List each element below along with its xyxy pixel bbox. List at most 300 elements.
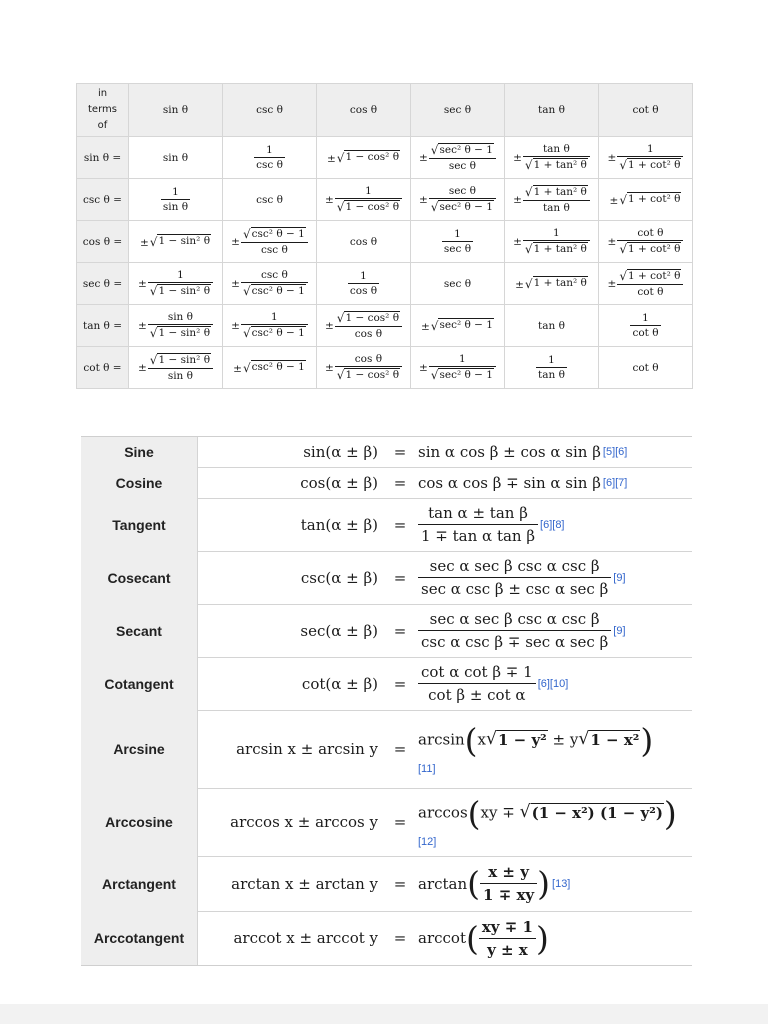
radical bbox=[337, 150, 400, 164]
plus-minus: ± bbox=[324, 361, 334, 374]
radicand: sec² θ − 1 bbox=[439, 143, 493, 156]
radicand: 1 + cot² θ bbox=[628, 193, 681, 206]
numerator bbox=[148, 353, 213, 369]
radicand: 1 + cot² θ bbox=[628, 269, 681, 282]
rhs-expression: sin α cos β ± cos α sin β bbox=[418, 443, 601, 461]
left-paren: ( bbox=[467, 793, 481, 833]
identity-lhs: sin(α ± β) bbox=[303, 443, 378, 461]
denominator: 1 ∓ tan α tan β bbox=[421, 527, 536, 545]
function-name: arccos bbox=[418, 803, 468, 821]
denominator bbox=[617, 157, 683, 172]
radical bbox=[431, 318, 494, 332]
identity-row-sine bbox=[81, 437, 692, 468]
identity-lhs: cos(α ± β) bbox=[300, 473, 378, 492]
fraction bbox=[148, 353, 213, 382]
identity-rhs bbox=[418, 856, 692, 911]
row-header-cos: cos θ = bbox=[77, 221, 129, 263]
identity-lhs: arcsin x ± arcsin y bbox=[236, 740, 378, 758]
equals-sign: = bbox=[393, 473, 407, 492]
table-row bbox=[77, 179, 693, 221]
identity-rhs bbox=[418, 604, 692, 657]
fraction bbox=[442, 228, 473, 255]
citation-link[interactable]: [6][10] bbox=[537, 677, 569, 690]
cell bbox=[411, 263, 505, 305]
sqrt-icon: √ bbox=[149, 234, 158, 249]
identity-row-cotangent bbox=[81, 657, 692, 711]
plus-minus: ± bbox=[607, 277, 617, 290]
fraction bbox=[148, 269, 213, 298]
numerator: 1 bbox=[429, 353, 496, 367]
identity-row-arctangent bbox=[81, 856, 692, 912]
radical bbox=[243, 360, 306, 374]
equals-sign: = bbox=[393, 874, 407, 893]
denominator: y ± x bbox=[487, 940, 528, 959]
numerator: sin θ bbox=[148, 311, 213, 325]
identity-row-secant bbox=[81, 604, 692, 658]
citation-link[interactable]: [9] bbox=[613, 624, 626, 637]
radicand: 1 + cot² θ bbox=[628, 158, 681, 171]
fraction bbox=[479, 918, 536, 959]
sqrt-icon: √ bbox=[242, 360, 251, 375]
identity-row-arcsine bbox=[81, 710, 692, 789]
radicand: sec² θ − 1 bbox=[439, 319, 493, 332]
cell-text: tan θ bbox=[538, 319, 565, 332]
cell bbox=[599, 137, 693, 179]
denominator: 1 ∓ xy bbox=[483, 886, 535, 904]
sqrt-icon: √ bbox=[619, 269, 628, 284]
cell-text: csc θ bbox=[256, 193, 283, 206]
sqrt-icon: √ bbox=[336, 200, 345, 215]
identity-row-arccosine bbox=[81, 788, 692, 857]
denominator: tan θ bbox=[542, 202, 570, 215]
row-header-cot: cot θ = bbox=[77, 347, 129, 389]
plus-minus: ± bbox=[139, 236, 149, 249]
numerator: 1 bbox=[241, 311, 308, 325]
plus-minus: ± bbox=[233, 362, 242, 375]
cell bbox=[317, 263, 411, 305]
numerator: 1 bbox=[148, 269, 213, 283]
denominator: sec α csc β ± csc α sec β bbox=[421, 580, 609, 598]
citation-link[interactable]: [6][7] bbox=[602, 476, 628, 489]
numerator: sec α sec β csc α csc β bbox=[418, 610, 611, 631]
equals-sign: = bbox=[393, 813, 407, 831]
denominator: sin θ bbox=[167, 370, 193, 383]
plus-minus: ± bbox=[515, 278, 524, 291]
cell bbox=[599, 179, 693, 221]
numerator: cos θ bbox=[335, 353, 402, 367]
cell bbox=[317, 347, 411, 389]
plus-minus: ± bbox=[418, 151, 428, 164]
denominator: tan θ bbox=[538, 369, 565, 381]
sqrt-icon: √ bbox=[149, 326, 158, 341]
col-header-sec: sec θ bbox=[411, 84, 505, 137]
numerator bbox=[241, 227, 308, 243]
identity-row-cosine bbox=[81, 467, 692, 499]
identity-name: Cosine bbox=[81, 467, 198, 498]
cell bbox=[599, 305, 693, 347]
plus-minus: ± bbox=[324, 193, 334, 206]
fraction bbox=[536, 354, 567, 381]
plus-minus: ± bbox=[513, 151, 522, 164]
radicand: 1 + tan² θ bbox=[533, 242, 587, 255]
sqrt-icon: √ bbox=[524, 242, 533, 257]
radicand: 1 − sin² θ bbox=[158, 353, 211, 366]
col-header-cos: cos θ bbox=[317, 84, 411, 137]
sqrt-icon: √ bbox=[430, 200, 439, 215]
radicand: csc² θ − 1 bbox=[251, 284, 305, 297]
equals-sign: = bbox=[393, 740, 407, 758]
identity-lhs: arctan x ± arctan y bbox=[231, 874, 378, 893]
radicand: 1 − cos² θ bbox=[345, 151, 400, 164]
radicand: 1 − sin² θ bbox=[158, 284, 211, 297]
cell bbox=[505, 179, 599, 221]
sqrt-icon: √ bbox=[336, 150, 345, 165]
radical bbox=[578, 730, 640, 749]
fraction bbox=[480, 863, 537, 904]
radicand: 1 − cos² θ bbox=[345, 368, 400, 381]
radical bbox=[619, 192, 681, 206]
radical bbox=[150, 234, 211, 248]
numerator bbox=[617, 269, 683, 285]
fraction bbox=[418, 663, 536, 704]
sqrt-icon: √ bbox=[149, 353, 158, 368]
cell-text: sec θ bbox=[443, 277, 472, 290]
numerator: cot θ bbox=[617, 227, 683, 241]
citation-link[interactable]: [13] bbox=[552, 877, 571, 890]
denominator: cot θ bbox=[632, 327, 659, 339]
denominator bbox=[241, 283, 308, 298]
equals-sign: = bbox=[393, 929, 407, 947]
numerator: 1 bbox=[536, 354, 567, 368]
page-bottom-strip bbox=[0, 1004, 768, 1024]
left-paren: ( bbox=[467, 864, 481, 903]
cell bbox=[411, 179, 505, 221]
rhs-block bbox=[418, 720, 654, 775]
rhs-block bbox=[418, 793, 677, 848]
numerator: 1 bbox=[335, 185, 402, 199]
equals-sign: = bbox=[393, 515, 407, 534]
cell bbox=[505, 137, 599, 179]
radicand: 1 − y² bbox=[498, 730, 547, 749]
denominator bbox=[241, 325, 308, 340]
cell bbox=[317, 221, 411, 263]
plus-minus: ± bbox=[324, 319, 334, 332]
denominator: sec θ bbox=[443, 243, 472, 255]
denominator bbox=[148, 283, 213, 298]
citation-link[interactable]: [6][8] bbox=[540, 518, 565, 531]
identity-rhs bbox=[418, 657, 692, 710]
row-header-csc: csc θ = bbox=[77, 179, 129, 221]
left-paren: ( bbox=[465, 918, 479, 958]
term-a: x bbox=[477, 730, 487, 748]
radicand: 1 − cos² θ bbox=[345, 311, 400, 324]
table-row bbox=[77, 263, 693, 305]
col-header-cot: cot θ bbox=[599, 84, 693, 137]
cell bbox=[411, 137, 505, 179]
numerator: tan θ bbox=[523, 143, 590, 157]
radicand: 1 − sin² θ bbox=[158, 326, 211, 339]
col-header-tan: tan θ bbox=[505, 84, 599, 137]
sqrt-icon: √ bbox=[242, 284, 251, 299]
denominator bbox=[523, 157, 590, 172]
fraction bbox=[523, 143, 590, 172]
plus-minus: ± bbox=[231, 277, 240, 290]
function-name: arctan bbox=[418, 874, 468, 893]
cell bbox=[129, 305, 223, 347]
cell bbox=[317, 305, 411, 347]
identity-row-arccotangent bbox=[81, 911, 692, 965]
cell bbox=[411, 347, 505, 389]
sqrt-icon: √ bbox=[524, 276, 533, 291]
rhs-expression: cos α cos β ∓ sin α sin β bbox=[418, 473, 601, 492]
right-paren: ) bbox=[663, 793, 677, 833]
fraction bbox=[429, 185, 496, 214]
identity-row-cosecant bbox=[81, 551, 692, 605]
identity-lhs: arccos x ± arccos y bbox=[230, 813, 378, 831]
identity-rhs bbox=[418, 467, 692, 498]
identity-lhs: cot(α ± β) bbox=[301, 674, 378, 693]
plus-minus: ± bbox=[607, 151, 617, 164]
cell bbox=[129, 221, 223, 263]
radicand: 1 − cos² θ bbox=[345, 200, 400, 213]
numerator: 1 bbox=[348, 270, 379, 284]
sqrt-icon: √ bbox=[524, 185, 533, 200]
radicand: (1 − x²) (1 − y²) bbox=[531, 803, 663, 822]
numerator: 1 bbox=[617, 143, 683, 157]
angle-sum-identities-table bbox=[81, 436, 692, 966]
identity-rhs bbox=[418, 498, 692, 551]
fraction bbox=[348, 270, 379, 297]
cell bbox=[599, 347, 693, 389]
cell bbox=[129, 347, 223, 389]
radical bbox=[520, 803, 664, 822]
identity-rhs bbox=[418, 710, 692, 788]
identity-name: Arccotangent bbox=[81, 911, 198, 965]
sqrt-icon: √ bbox=[524, 158, 533, 173]
radicand: 1 − sin² θ bbox=[158, 235, 211, 248]
cell bbox=[223, 347, 317, 389]
fraction bbox=[429, 353, 496, 382]
citation-link[interactable]: [11] bbox=[418, 762, 436, 775]
plus-minus: ± bbox=[418, 361, 428, 374]
identity-name: Tangent bbox=[81, 498, 198, 551]
citation-link[interactable]: [9] bbox=[613, 571, 626, 584]
row-header-tan: tan θ = bbox=[77, 305, 129, 347]
fraction bbox=[617, 143, 683, 172]
sqrt-icon: √ bbox=[619, 242, 628, 257]
plus-minus: ± bbox=[137, 319, 147, 332]
plus-minus: ± bbox=[513, 235, 522, 248]
cell bbox=[223, 221, 317, 263]
numerator: 1 bbox=[254, 144, 285, 158]
denominator: sec θ bbox=[448, 160, 476, 173]
numerator: sec α sec β csc α csc β bbox=[418, 557, 611, 578]
identity-rhs bbox=[418, 437, 692, 467]
cell bbox=[411, 305, 505, 347]
identity-name: Secant bbox=[81, 604, 198, 657]
fraction bbox=[630, 312, 660, 339]
numerator: cot α cot β ∓ 1 bbox=[418, 663, 536, 684]
numerator bbox=[523, 185, 590, 201]
plus-minus: ± bbox=[137, 277, 147, 290]
identity-rhs bbox=[418, 551, 692, 604]
plus-minus: ± bbox=[607, 235, 617, 248]
identity-name: Cosecant bbox=[81, 551, 198, 604]
numerator bbox=[429, 143, 496, 159]
numerator: csc θ bbox=[241, 269, 308, 283]
cell bbox=[599, 263, 693, 305]
radicand: 1 + tan² θ bbox=[533, 185, 587, 198]
equals-sign: = bbox=[393, 443, 407, 461]
cell bbox=[223, 305, 317, 347]
term-b: y bbox=[569, 730, 579, 748]
numerator: sec θ bbox=[429, 185, 496, 199]
right-paren: ) bbox=[640, 720, 654, 760]
sqrt-icon: √ bbox=[519, 802, 531, 822]
table-row bbox=[77, 305, 693, 347]
denominator: cot θ bbox=[637, 286, 664, 299]
sqrt-icon: √ bbox=[430, 318, 439, 333]
sqrt-icon: √ bbox=[242, 326, 251, 341]
radical bbox=[486, 730, 548, 749]
identity-name: Cotangent bbox=[81, 657, 198, 710]
radicand: 1 − x² bbox=[590, 730, 640, 749]
table-row bbox=[77, 347, 693, 389]
cell bbox=[317, 137, 411, 179]
fraction bbox=[418, 504, 538, 545]
right-paren: ) bbox=[537, 864, 551, 903]
cell bbox=[411, 221, 505, 263]
denominator bbox=[429, 367, 496, 382]
cell bbox=[129, 263, 223, 305]
citation-link[interactable]: [12] bbox=[418, 835, 437, 848]
header-row bbox=[77, 84, 693, 137]
sqrt-icon: √ bbox=[486, 729, 498, 749]
sqrt-icon: √ bbox=[430, 143, 439, 158]
denominator: csc θ bbox=[256, 159, 283, 171]
identity-lhs: arccot x ± arccot y bbox=[233, 929, 378, 947]
radicand: 1 + tan² θ bbox=[533, 158, 587, 171]
denominator bbox=[335, 367, 402, 382]
denominator bbox=[429, 199, 496, 214]
fraction bbox=[418, 610, 611, 651]
plus-minus: ± bbox=[552, 730, 566, 748]
numerator: x ± y bbox=[480, 863, 537, 884]
identity-name: Arctangent bbox=[81, 856, 198, 911]
denominator: csc θ bbox=[260, 244, 288, 257]
sqrt-icon: √ bbox=[430, 368, 439, 383]
identity-row-tangent bbox=[81, 498, 692, 552]
citation-link[interactable]: [5][6] bbox=[602, 446, 628, 458]
plus-minus: ± bbox=[231, 319, 240, 332]
cell bbox=[505, 305, 599, 347]
radicand: 1 + tan² θ bbox=[533, 277, 587, 290]
plus-minus: ± bbox=[418, 193, 428, 206]
identity-lhs: csc(α ± β) bbox=[300, 568, 378, 587]
plus-minus: ± bbox=[609, 194, 619, 207]
equals-sign: = bbox=[393, 568, 407, 587]
fraction bbox=[523, 185, 590, 214]
plus-minus: ± bbox=[231, 235, 240, 248]
corner-line-3: of bbox=[97, 120, 108, 131]
numerator bbox=[335, 311, 402, 327]
identity-lhs: tan(α ± β) bbox=[300, 515, 378, 534]
identity-name: Sine bbox=[81, 437, 198, 467]
fraction bbox=[161, 186, 190, 213]
plus-minus: ± bbox=[137, 361, 147, 374]
fraction bbox=[241, 269, 308, 298]
sqrt-icon: √ bbox=[578, 729, 590, 749]
left-paren: ( bbox=[464, 720, 478, 760]
numerator: 1 bbox=[442, 228, 473, 242]
trig-conversion-table bbox=[76, 83, 693, 389]
identity-rhs bbox=[418, 911, 692, 965]
cell bbox=[223, 263, 317, 305]
denominator bbox=[148, 325, 213, 340]
fraction bbox=[429, 143, 496, 172]
sqrt-icon: √ bbox=[242, 227, 251, 242]
denominator: cot β ± cot α bbox=[428, 686, 526, 704]
sqrt-icon: √ bbox=[619, 192, 628, 207]
plus-minus: ± bbox=[420, 320, 430, 333]
equals-sign: = bbox=[393, 621, 407, 640]
fraction bbox=[335, 311, 402, 340]
cell bbox=[505, 347, 599, 389]
cell-text: cos θ bbox=[349, 235, 378, 248]
radicand: csc² θ − 1 bbox=[251, 227, 305, 240]
fraction bbox=[617, 227, 683, 256]
radicand: 1 + cot² θ bbox=[628, 242, 681, 255]
function-name: arcsin bbox=[418, 730, 465, 748]
numerator: xy ∓ 1 bbox=[479, 918, 536, 939]
denominator bbox=[335, 199, 402, 214]
term-a: xy bbox=[480, 803, 498, 821]
table-row bbox=[77, 221, 693, 263]
plus-minus: ± bbox=[513, 193, 522, 206]
corner-line-1: in bbox=[97, 88, 108, 99]
row-header-sin: sin θ = bbox=[77, 137, 129, 179]
fraction bbox=[617, 269, 683, 298]
equals-sign: = bbox=[393, 674, 407, 693]
radical bbox=[525, 276, 588, 290]
fraction bbox=[254, 144, 285, 171]
numerator: tan α ± tan β bbox=[418, 504, 538, 525]
numerator: 1 bbox=[523, 227, 590, 241]
fraction bbox=[523, 227, 590, 256]
identity-name: Arccosine bbox=[81, 788, 198, 856]
sqrt-icon: √ bbox=[619, 158, 628, 173]
cell-text: cot θ bbox=[632, 361, 659, 374]
fraction bbox=[418, 557, 611, 598]
corner-header bbox=[77, 84, 129, 137]
col-header-csc: csc θ bbox=[223, 84, 317, 137]
plus-minus: ± bbox=[326, 152, 336, 165]
fraction bbox=[335, 353, 402, 382]
numerator: 1 bbox=[630, 312, 660, 326]
numerator: 1 bbox=[161, 186, 190, 200]
sqrt-icon: √ bbox=[149, 284, 158, 299]
function-name: arccot bbox=[418, 929, 466, 947]
cell-text: sin θ bbox=[162, 151, 189, 164]
denominator: cos θ bbox=[349, 285, 378, 297]
denominator bbox=[523, 241, 590, 256]
identity-rhs bbox=[418, 788, 692, 856]
denominator bbox=[617, 241, 683, 256]
fraction bbox=[241, 227, 308, 256]
radicand: sec² θ − 1 bbox=[439, 200, 493, 213]
cell bbox=[129, 179, 223, 221]
denominator: sin θ bbox=[162, 201, 189, 213]
